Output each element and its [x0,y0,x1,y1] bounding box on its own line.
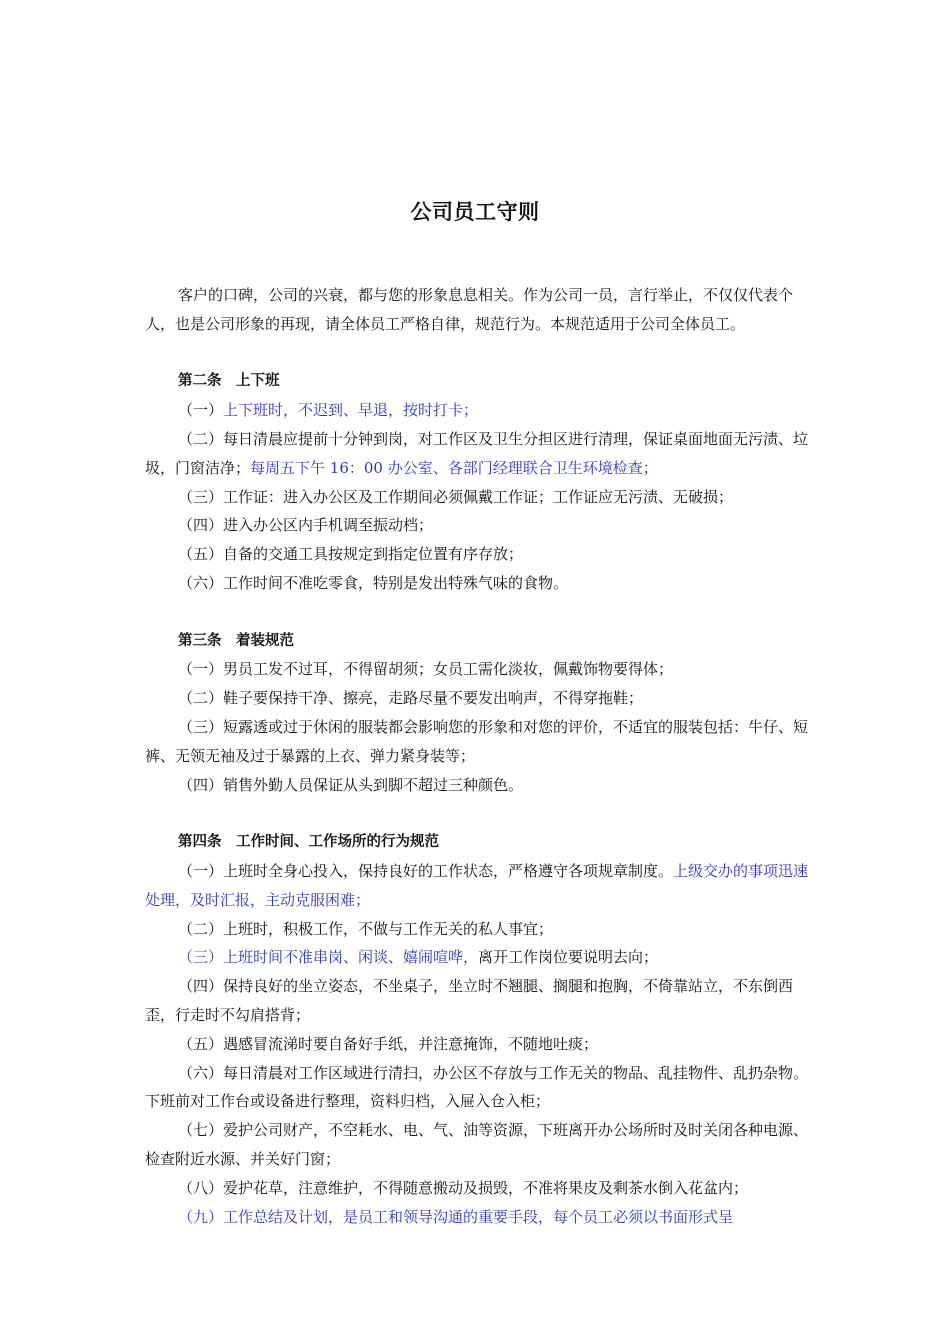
section-heading-4: 第四条 工作时间、工作场所的行为规范 [178,834,439,851]
spacer [145,598,813,627]
section4-item-8: （八）爱护花草，注意维护，不得随意搬动及损毁，不准将果皮及剩茶水倒入花盆内； [178,1178,749,1197]
section2-item-6: （六）工作时间不准吃零食，特别是发出特殊气味的食物。 [178,573,569,592]
document-body [145,281,813,1231]
highlighted-text: （三）上班时间不准串岗、闲谈、嬉闹喧哗， [178,948,479,967]
spacer [145,339,813,368]
section4-item-2: （二）上班时，积极工作，不做与工作无关的私人事宜； [178,919,554,938]
highlighted-text: 每周五下午 16：00 办公室、各部门经理联合卫生环境检查； [250,458,658,477]
section3-item-3: （三）短露透或过于休闲的服装都会影响您的形象和对您的评价，不适宜的服装包括：牛仔、短裤、无领无袖及过于暴露的上衣、弹力紧身装等； [145,717,809,765]
section4-item-6: （六）每日清晨对工作区域进行清扫，办公区不存放与工作无关的物品、乱挂物件、乱扔杂物。下班前对工作台或设备进行整理，资料归档，入屉入仓入柜； [145,1063,809,1111]
spacer [145,799,813,828]
section4-item-9: （九）工作总结及计划，是员工和领导沟通的重要手段，每个员工必须以书面形式呈 [178,1207,734,1226]
document-title: 公司员工守则 [410,200,540,224]
item-prefix: （一） [178,401,224,420]
intro-paragraph: 客户的口碑，公司的兴衰，都与您的形象息息相关。作为公司一员，言行举止，不仅仅代表个人，也是公司形象的再现，请全体员工严格自律，规范行为。本规范适用于公司全体员工。 [145,286,794,333]
item-text: 离开工作岗位要说明去向； [478,948,659,967]
section4-item-4: （四）保持良好的坐立姿态，不坐桌子，坐立时不翘腿、搁腿和抱胸，不倚靠站立，不东倒西歪，行走时不勾肩搭背； [145,977,794,1024]
section2-item-5: （五）自备的交通工具按规定到指定位置有序存放； [178,545,524,564]
section4-item-3 [145,943,813,972]
item-text: （一）上班时全身心投入，保持良好的工作状态，严格遵守各项规章制度。 [178,861,674,880]
section2-item-3: （三）工作证：进入办公区及工作期间必须佩戴工作证；工作证应无污渍、无破损； [178,487,734,506]
section2-item-1 [145,396,813,425]
section2-item-4: （四）进入办公区内手机调至振动档； [178,516,434,535]
section3-item-1: （一）男员工发不过耳，不得留胡须；女员工需化淡妆，佩戴饰物要得体； [178,660,674,679]
section4-item-1 [145,857,813,915]
section2-item-2 [145,425,813,483]
section-heading-2: 第二条 上下班 [178,373,280,390]
section4-item-5: （五）遇感冒流涕时要自备好手纸，并注意掩饰，不随地吐痰； [178,1034,599,1053]
highlighted-text: 上级交办的事项迅速处理，及时汇报，主动克服困难； [145,861,809,909]
section-heading-3: 第三条 着装规范 [178,632,294,649]
highlighted-text: 上下班时，不迟到、早退，按时打卡； [223,401,479,420]
section4-item-7: （七）爱护公司财产，不空耗水、电、气、油等资源，下班离开办公场所时及时关闭各种电源、检查附近水源、并关好门窗； [145,1121,809,1168]
section3-item-2: （二）鞋子要保持干净、擦亮，走路尽量不要发出响声，不得穿拖鞋； [178,689,644,708]
section3-item-4: （四）销售外勤人员保证从头到脚不超过三种颜色。 [178,775,524,794]
item-text: （二）每日清晨应提前十分钟到岗，对工作区及卫生分担区进行清理，保证桌面地面无污渍、垃圾，门窗洁净； [145,429,809,477]
